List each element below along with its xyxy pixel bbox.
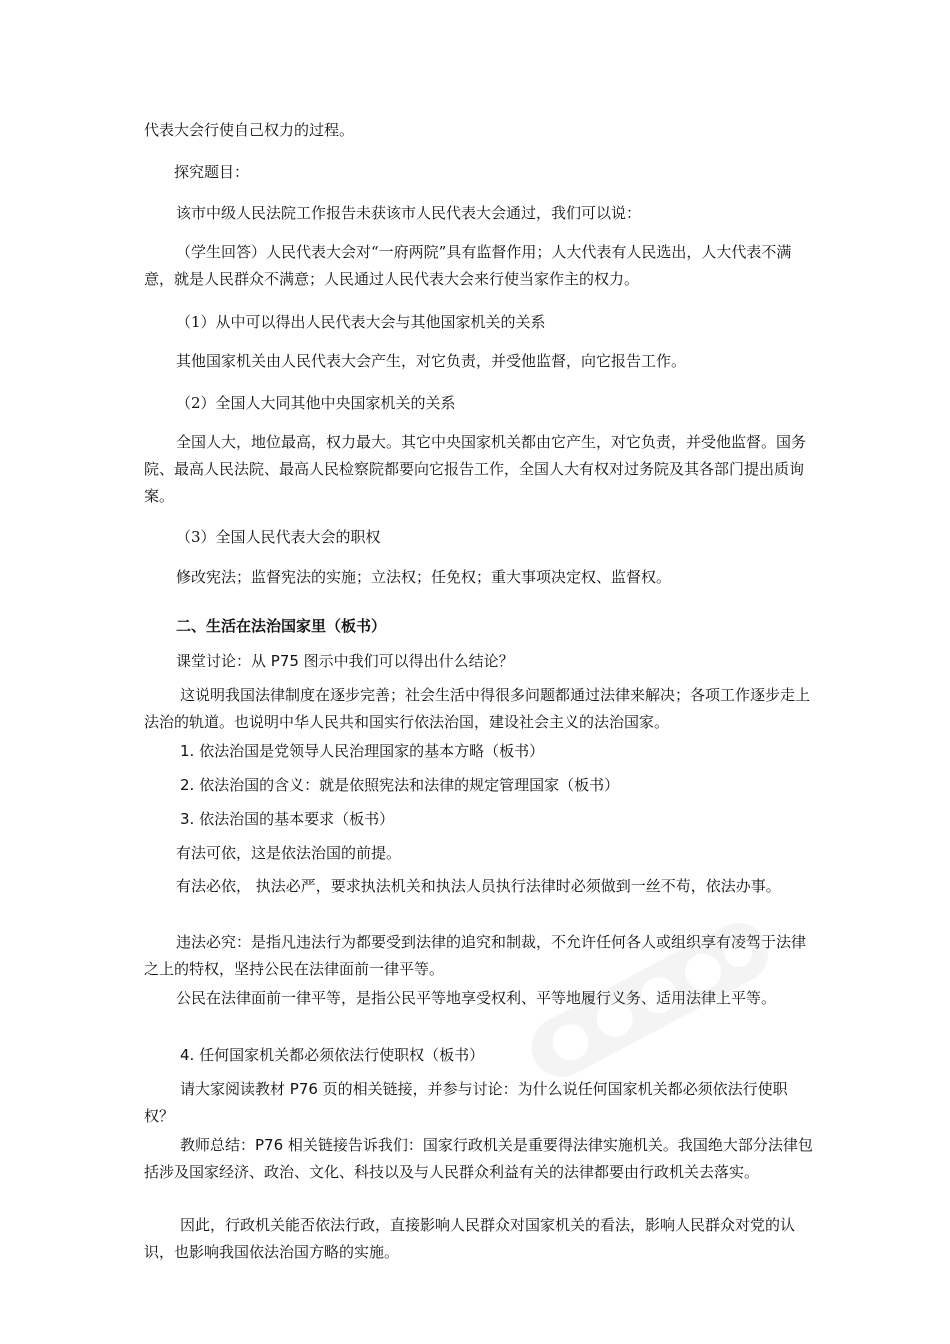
paragraph-4: （学生回答）人民代表大会对“一府两院”具有监督作用；人大代表有人民选出，人大代表不满意，就是人民群众不满意；人民通过人民代表大会来行使当家作主的权力。 bbox=[144, 243, 792, 288]
numbered-item-1: 1. 依法治国是党领导人民治理国家的基本方略（板书） bbox=[180, 742, 545, 760]
paragraph-1: 代表大会行使自己权力的过程。 bbox=[144, 121, 355, 139]
paragraph-3: 该市中级人民法院工作报告未获该市人民代表大会通过，我们可以说： bbox=[176, 204, 642, 222]
paragraph-19: 违法必究：是指凡违法行为都要受到法律的追究和制裁，不允许任何各人或组织享有凌驾于法律之上的特权，坚持公民在法律面前一律平等。 bbox=[144, 933, 807, 978]
numbered-item-2: 2. 依法治国的含义：就是依照宪法和法律的规定管理国家（板书） bbox=[180, 776, 620, 794]
paragraph-24: 因此，行政机关能否依法行政，直接影响人民群众对国家机关的看法，影响人民群众对党的认识，也影响我国依法治国方略的实施。 bbox=[144, 1216, 796, 1261]
paragraph-18: 有法必依， 执法必严，要求执法机关和执法人员执行法律时必须做到一丝不苟，依法办事。 bbox=[176, 877, 781, 895]
paragraph-10: 修改宪法；监督宪法的实施；立法权；任免权；重大事项决定权、监督权。 bbox=[176, 568, 672, 586]
numbered-item-4: 4. 任何国家机关都必须依法行使职权（板书） bbox=[180, 1046, 485, 1064]
paragraph-7: （2）全国人大同其他中央国家机关的关系 bbox=[176, 394, 456, 412]
paragraph-17: 有法可依，这是依法治国的前提。 bbox=[176, 844, 402, 862]
paragraph-13: 这说明我国法律制度在逐步完善；社会生活中得很多问题都通过法律来解决；各项工作逐步走上法治的轨道。也说明中华人民共和国实行依法治国，建设社会主义的法治国家。 bbox=[144, 686, 811, 731]
paragraph-5: （1）从中可以得出人民代表大会与其他国家机关的关系 bbox=[176, 313, 546, 331]
numbered-item-3: 3. 依法治国的基本要求（板书） bbox=[180, 810, 395, 828]
paragraph-8: 全国人大，地位最高，权力最大。其它中央国家机关都由它产生，对它负责，并受他监督。国务院、最高人民法院、最高人民检察院都要向它报告工作，全国人大有权对过务院及其各部门提出质询案。 bbox=[144, 433, 807, 505]
paragraph-6: 其他国家机关由人民代表大会产生，对它负责，并受他监督，向它报告工作。 bbox=[176, 352, 687, 370]
paragraph-9: （3）全国人民代表大会的职权 bbox=[176, 528, 381, 546]
paragraph-2: 探究题目： bbox=[174, 163, 250, 181]
paragraph-12: 课堂讨论：从 P75 图示中我们可以得出什么结论？ bbox=[176, 652, 514, 670]
paragraph-22: 请大家阅读教材 P76 页的相关链接，并参与讨论：为什么说任何国家机关都必须依法行使职权？ bbox=[144, 1080, 788, 1125]
paragraph-20: 公民在法律面前一律平等，是指公民平等地享受权利、平等地履行义务、适用法律上平等。 bbox=[176, 989, 777, 1007]
paragraph-23: 教师总结：P76 相关链接告诉我们：国家行政机关是重要得法律实施机关。我国绝大部分法律包括涉及国家经济、政治、文化、科技以及与人民群众利益有关的法律都要由行政机关去落实。 bbox=[144, 1136, 813, 1181]
section-heading: 二、生活在法治国家里（板书） bbox=[176, 617, 387, 635]
